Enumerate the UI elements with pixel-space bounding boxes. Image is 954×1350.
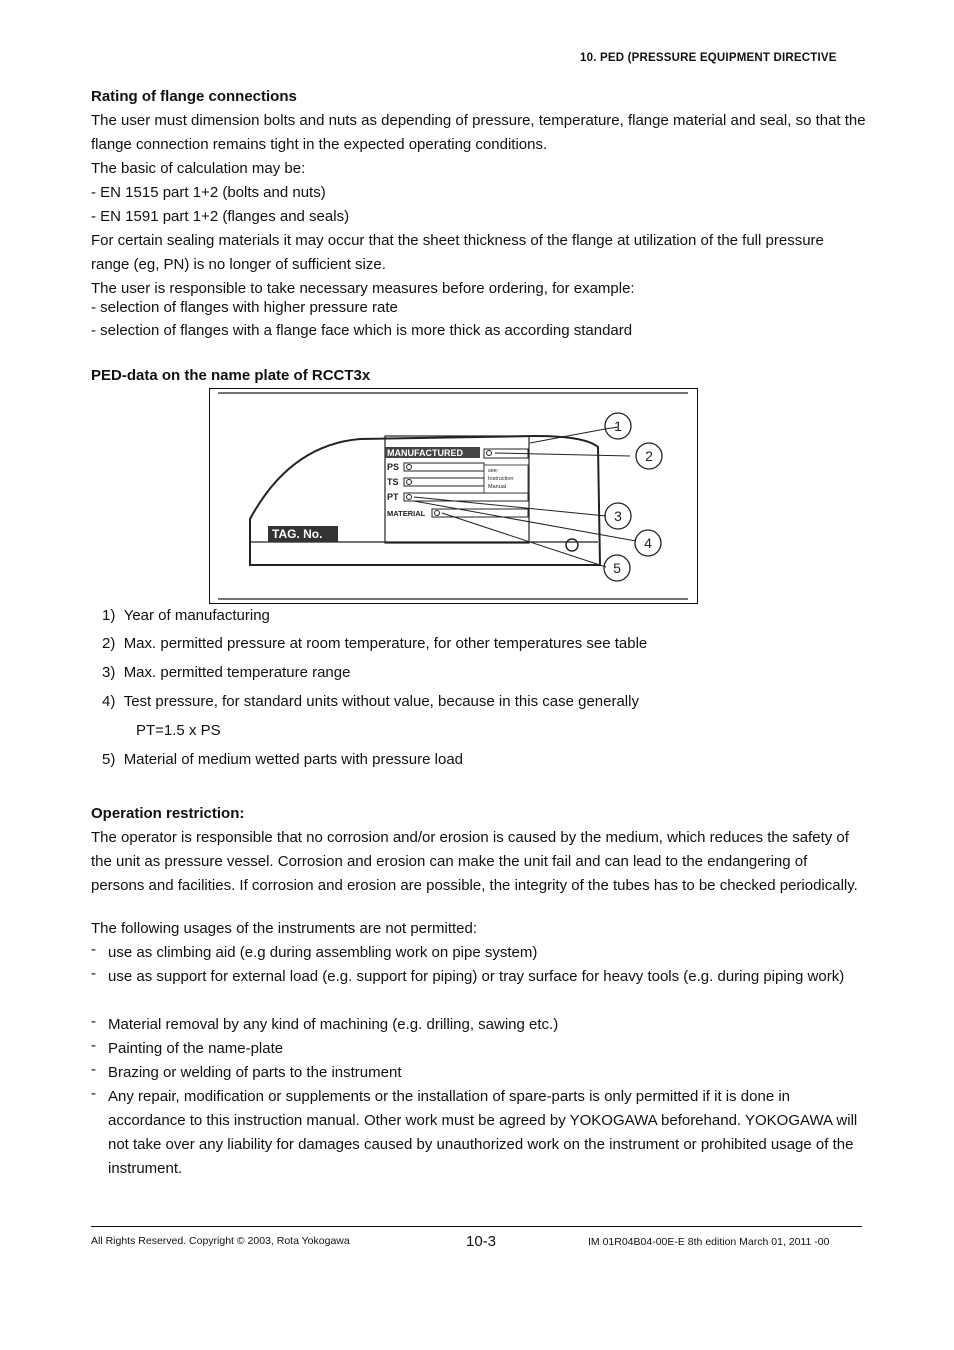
restriction-text: Brazing or welding of parts to the instrument [108,1064,402,1081]
label-ts: TS [387,477,399,487]
nameplate-item-continuation: PT=1.5 x PS [136,722,221,739]
label-ps: PS [387,462,400,472]
operation-paragraph-2: The following usages of the instruments are not permitted: [91,920,478,937]
flange-paragraph-1: The user must dimension bolts and nuts as depending of pressure, temperature, flange material and seal, so that the flange connection remains tight in the expected operating conditions. [91,112,866,153]
section-heading-operation: Operation restriction: [91,805,245,822]
page-number: 10-3 [466,1233,497,1250]
label-pt: PT [387,492,399,502]
item-text: Max. permitted pressure at room temperature, for other temperatures see table [123,635,648,652]
operation-paragraph-1: The operator is responsible that no corrosion and/or erosion is caused by the medium, which reduces the safety of the unit as pressure vessel. Corrosion and erosion can make the unit fail and can lead to the endangering of persons and facilities. If corrosion and erosion are possible, the integrity of the tubes has to be checked periodically. [91,829,858,894]
restriction-text: use as support for external load (e.g. support for piping) or tray surface for heavy tools (e.g. during piping work) [108,968,845,985]
footer-document-id: IM 01R04B04-00E-E 8th edition March 01, 2011 -00 [588,1236,830,1248]
flange-paragraph-4: The user is responsible to take necessary measures before ordering, for example: [91,280,635,297]
callout-2: 2 [645,448,653,464]
section-heading-nameplate: PED-data on the name plate of RCCT3x [91,367,371,384]
callout-4: 4 [644,535,652,551]
nameplate-figure [209,388,698,604]
item-number: 5) [102,751,116,768]
footer-copyright: All Rights Reserved. Copyright © 2003, Rota Yokogawa [91,1235,350,1247]
item-text: Year of manufacturing [123,607,270,624]
item-text: Test pressure, for standard units without value, because in this case generally [123,693,639,710]
nameplate-drawing [210,389,696,602]
callout-1: 1 [614,418,622,434]
nameplate-item [102,664,350,681]
item-number: 4) [102,693,116,710]
item-number: 1) [102,607,116,624]
restriction-text: use as climbing aid (e.g during assembling work on pipe system) [108,944,538,961]
restriction-text: Material removal by any kind of machining (e.g. drilling, sawing etc.) [108,1016,559,1033]
nameplate-item [102,751,463,768]
nameplate-item [102,607,270,624]
label-see: see: [488,468,499,474]
flange-paragraph-2: The basic of calculation may be: [91,160,306,177]
label-material: MATERIAL [387,509,426,518]
nameplate-item [102,635,647,652]
section-heading-flange: Rating of flange connections [91,88,297,105]
nameplate-item [102,693,639,710]
flange-list-item: - EN 1591 part 1+2 (flanges and seals) [91,208,350,225]
flange-list-item: - selection of flanges with higher pressure rate [91,299,398,316]
flange-list-item: - selection of flanges with a flange face which is more thick as according standard [91,322,633,339]
item-number: 3) [102,664,116,681]
restriction-text: Any repair, modification or supplements or the installation of spare-parts is only permitted if it is done in accordance to this instruction manual. Other work must be agreed by YOKOGAWA beforehand. YOKOGAWA will not take over any liability for damages caused by unauthorized work on the instrument or prohibited usage of the instrument. [108,1088,858,1177]
label-manual: Manual [488,484,507,490]
label-manufactured: MANUFACTURED [387,448,463,458]
restriction-text: Painting of the name-plate [108,1040,284,1057]
running-header: 10. PED (PRESSURE EQUIPMENT DIRECTIVE [580,52,837,64]
item-text: Max. permitted temperature range [123,664,351,681]
callout-3: 3 [614,508,622,524]
flange-list-item: - EN 1515 part 1+2 (bolts and nuts) [91,184,326,201]
label-tag-no: TAG. No. [272,527,323,541]
item-number: 2) [102,635,116,652]
callout-5: 5 [613,560,621,576]
flange-paragraph-3: For certain sealing materials it may occur that the sheet thickness of the flange at utilization of the full pressure range (eg, PN) is no longer of sufficient size. [91,232,824,273]
label-instruction: Instruction [488,476,514,482]
footer-divider [91,1226,862,1227]
item-text: Material of medium wetted parts with pressure load [123,751,464,768]
